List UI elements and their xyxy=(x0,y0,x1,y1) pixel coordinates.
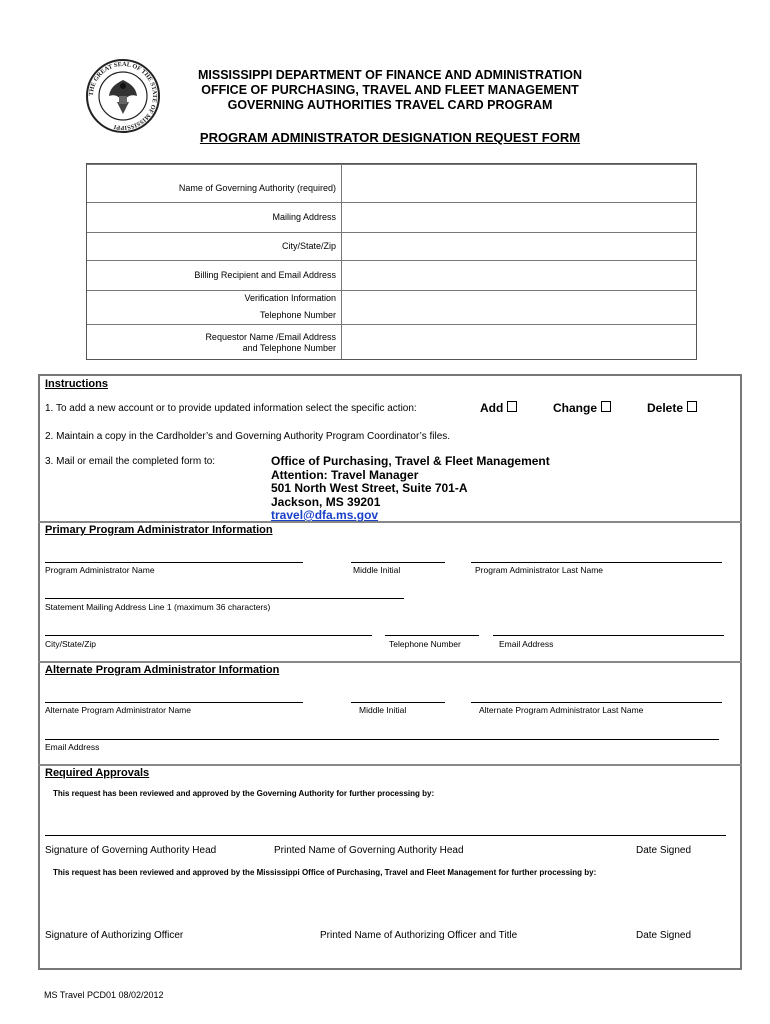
requestor-label-2: and Telephone Number xyxy=(242,343,336,353)
address-line-4: Jackson, MS 39201 xyxy=(271,494,381,509)
instruction-3: 3. Mail or email the completed form to: xyxy=(45,456,216,467)
city-state-zip-label: City/State/Zip xyxy=(281,241,336,251)
primary-last-label: Program Administrator Last Name xyxy=(475,565,604,575)
seal-text: THE GREAT SEAL OF THE STATE OF MISSISSIPPI xyxy=(87,60,159,132)
governing-authority-label: Name of Governing Authority (required) xyxy=(178,183,336,193)
instructions-title: Instructions xyxy=(45,378,108,390)
primary-city-label: City/State/Zip xyxy=(45,639,97,649)
authority-info-table xyxy=(86,163,697,360)
address-line-3: 501 North West Street, Suite 701-A xyxy=(271,481,468,495)
primary-mailing-line[interactable] xyxy=(45,598,404,599)
primary-section-title: Primary Program Administrator Information xyxy=(45,524,273,536)
primary-last-line[interactable] xyxy=(471,562,722,563)
primary-phone-label: Telephone Number xyxy=(389,639,461,649)
change-option[interactable] xyxy=(553,401,611,415)
primary-name-label: Program Administrator Name xyxy=(45,565,155,575)
mailing-address-block xyxy=(271,455,550,523)
billing-recipient-label: Billing Recipient and Email Address xyxy=(194,270,336,280)
header-line-2: OFFICE OF PURCHASING, TRAVEL AND FLEET MANAGEMENT xyxy=(201,83,579,97)
alternate-name-label: Alternate Program Administrator Name xyxy=(45,705,191,715)
verification-label: Verification Information xyxy=(244,293,336,303)
alternate-name-line[interactable] xyxy=(45,702,303,703)
primary-middle-line[interactable] xyxy=(351,562,445,563)
email-link[interactable]: travel@dfa.ms.gov xyxy=(271,508,379,522)
add-checkbox[interactable] xyxy=(507,401,517,412)
alternate-middle-label: Middle Initial xyxy=(359,705,407,715)
mailing-address-label: Mailing Address xyxy=(272,212,336,222)
delete-label: Delete xyxy=(647,401,684,415)
header-line-1: MISSISSIPPI DEPARTMENT OF FINANCE AND ADMINISTRATION xyxy=(197,68,583,82)
state-seal xyxy=(85,58,161,134)
form-code: MS Travel PCD01 08/02/2012 xyxy=(44,990,164,1000)
approval-note-2: This request has been reviewed and approved by the Mississippi Office of Purchasing, Travel and Fleet Management for further processing by: xyxy=(53,868,597,877)
alternate-section-title: Alternate Program Administrator Information xyxy=(45,664,280,676)
mailing-address-field[interactable] xyxy=(342,202,696,232)
header-line-3: GOVERNING AUTHORITIES TRAVEL CARD PROGRAM xyxy=(227,98,553,112)
requestor-label-1: Requestor Name /Email Address xyxy=(205,332,336,342)
primary-mailing-label: Statement Mailing Address Line 1 (maximum 36 characters) xyxy=(45,602,271,612)
delete-checkbox[interactable] xyxy=(687,401,697,412)
form-title: PROGRAM ADMINISTRATOR DESIGNATION REQUEST FORM xyxy=(199,130,581,145)
alternate-middle-line[interactable] xyxy=(351,702,445,703)
printed-officer-label: Printed Name of Authorizing Officer and Title xyxy=(320,930,518,941)
approvals-title: Required Approvals xyxy=(45,767,150,779)
change-checkbox[interactable] xyxy=(601,401,611,412)
approval-note-1: This request has been reviewed and approved by the Governing Authority for further processing by: xyxy=(53,789,435,798)
primary-email-line[interactable] xyxy=(493,635,724,636)
primary-email-label: Email Address xyxy=(499,639,554,649)
primary-phone-line[interactable] xyxy=(385,635,479,636)
printed-head-label: Printed Name of Governing Authority Head xyxy=(274,845,464,856)
alternate-email-line[interactable] xyxy=(45,739,719,740)
alternate-last-line[interactable] xyxy=(471,702,722,703)
address-line-2: Attention: Travel Manager xyxy=(271,467,419,482)
change-label: Change xyxy=(553,401,598,415)
instruction-2: 2. Maintain a copy in the Cardholder’s and Governing Authority Program Coordinator’s files. xyxy=(45,431,451,442)
approval-signature-line-1[interactable] xyxy=(45,835,726,836)
add-label: Add xyxy=(480,401,504,415)
primary-name-line[interactable] xyxy=(45,562,303,563)
governing-authority-field[interactable] xyxy=(342,164,696,202)
telephone-field[interactable] xyxy=(342,290,696,324)
date-signed-label-1: Date Signed xyxy=(636,845,692,856)
add-option[interactable] xyxy=(480,401,517,415)
primary-middle-label: Middle Initial xyxy=(353,565,401,575)
primary-city-line[interactable] xyxy=(45,635,372,636)
alternate-last-label: Alternate Program Administrator Last Name xyxy=(479,705,644,715)
requestor-field[interactable] xyxy=(342,324,696,359)
delete-option[interactable] xyxy=(647,401,697,415)
date-signed-label-2: Date Signed xyxy=(636,930,692,941)
signature-head-label: Signature of Governing Authority Head xyxy=(45,845,217,856)
instruction-1: 1. To add a new account or to provide updated information select the specific action: xyxy=(45,403,417,414)
signature-officer-label: Signature of Authorizing Officer xyxy=(45,930,184,941)
address-line-1: Office of Purchasing, Travel & Fleet Management xyxy=(271,454,550,468)
billing-recipient-field[interactable] xyxy=(342,260,696,290)
alternate-email-label: Email Address xyxy=(45,742,100,752)
telephone-label: Telephone Number xyxy=(259,310,336,320)
city-state-zip-field[interactable] xyxy=(342,232,696,260)
